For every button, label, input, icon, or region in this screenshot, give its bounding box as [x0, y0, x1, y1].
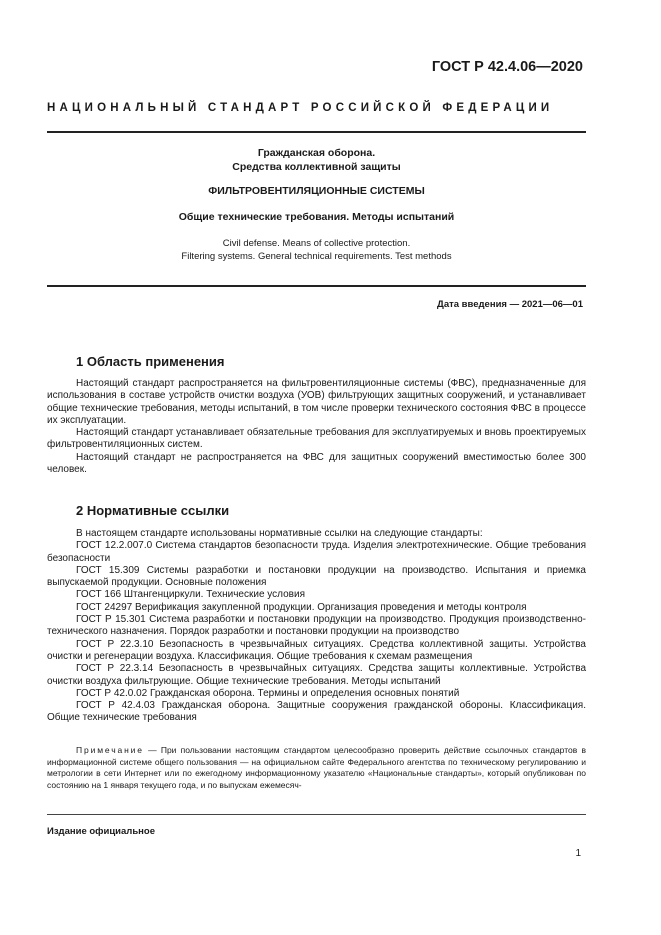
reference-item: ГОСТ Р 42.0.02 Гражданская оборона. Термины и определения основных понятий [76, 687, 460, 699]
title-line-1: Гражданская оборона. [257, 147, 376, 159]
reference-item: ГОСТ 166 Штангенциркули. Технические условия [76, 589, 305, 601]
intro-date: Дата введения — 2021—06—01 [437, 299, 583, 310]
english-title-line-2: Filtering systems. General technical requirements. Test methods [181, 251, 452, 262]
footer-rule [47, 814, 586, 815]
section-2-body [47, 528, 586, 725]
section-1-body [47, 378, 586, 476]
reference-item: ГОСТ Р 42.4.03 Гражданская оборона. Защитные сооружения гражданской обороны. Классификация. Общие технические требования [47, 700, 586, 724]
title-rule [47, 285, 586, 287]
reference-item: ГОСТ 12.2.007.0 Система стандартов безопасности труда. Изделия электротехнические. Общие требования безопасности [47, 540, 586, 564]
note-text: — При пользовании настоящим стандартом целесообразно проверить действие ссылочных стандартов в информационной системе общего пользования — на официальном сайте Федерального агентства по техническому регулированию и метрологии в сети Интернет или по ежегодному информационному указателю «Национальные стандарты», который опубликован по состоянию на 1 января текущего года, и по выпускам ежемесяч- [47, 745, 586, 790]
doc-number: ГОСТ Р 42.4.06—2020 [431, 59, 583, 75]
national-standard-label: НАЦИОНАЛЬНЫЙ СТАНДАРТ РОССИЙСКОЙ ФЕДЕРАЦИИ [47, 102, 554, 114]
reference-item: ГОСТ Р 22.3.10 Безопасность в чрезвычайных ситуациях. Средства коллективной защиты. Устройства очистки и регенерации воздуха. Классификация. Общие требования к схемам размещения [47, 638, 586, 662]
note-block [47, 745, 586, 791]
reference-item: ГОСТ 15.309 Системы разработки и постановки продукции на производство. Испытания и приемка выпускаемой продукции. Основные положения [47, 564, 586, 589]
section-1-heading: 1 Область применения [76, 354, 225, 369]
english-title-line-1: Civil defense. Means of collective protection. [222, 238, 411, 249]
section-1-paragraph-3: Настоящий стандарт не распространяется на ФВС для защитных сооружений вместимостью более 300 человек. [47, 451, 586, 476]
section-2-heading: 2 Нормативные ссылки [76, 503, 230, 518]
reference-item: ГОСТ Р 22.3.14 Безопасность в чрезвычайных ситуациях. Средства защиты коллективные. Устройства очистки воздуха фильтрующие. Общие технические требования. Методы испытаний [47, 663, 586, 687]
reference-item: ГОСТ Р 15.301 Система разработки и постановки продукции на производство. Продукция производственно-технического назначения. Порядок разработки и постановки продукции на производство [47, 614, 586, 638]
title-line-2: Средства коллективной защиты [232, 161, 401, 173]
subtitle: Общие технические требования. Методы испытаний [178, 211, 455, 223]
section-1-paragraph-2: Настоящий стандарт устанавливает обязательные требования для эксплуатируемых и вновь проектируемых фильтровентиляционных систем. [47, 427, 586, 451]
page-number: 1 [575, 848, 581, 859]
official-edition-label: Издание официальное [47, 826, 155, 837]
reference-item: ГОСТ 24297 Верификация закупленной продукции. Организация проведения и методы контроля [76, 601, 527, 613]
section-2-intro: В настоящем стандарте использованы нормативные ссылки на следующие стандарты: [76, 528, 483, 539]
note-label: Примечание [76, 745, 144, 755]
main-title: ФИЛЬТРОВЕНТИЛЯЦИОННЫЕ СИСТЕМЫ [208, 185, 425, 197]
header-rule [47, 131, 586, 133]
section-1-paragraph-1: Настоящий стандарт распространяется на фильтровентиляционные системы (ФВС), предназначенные для использования в составе устройств очистки воздуха (УОВ) фильтрующих защитных сооружений, и устанавливает общие технические требования, методы испытаний, в том числе проверки технического состояния ФВС в процессе их эксплуатации. [47, 378, 586, 426]
